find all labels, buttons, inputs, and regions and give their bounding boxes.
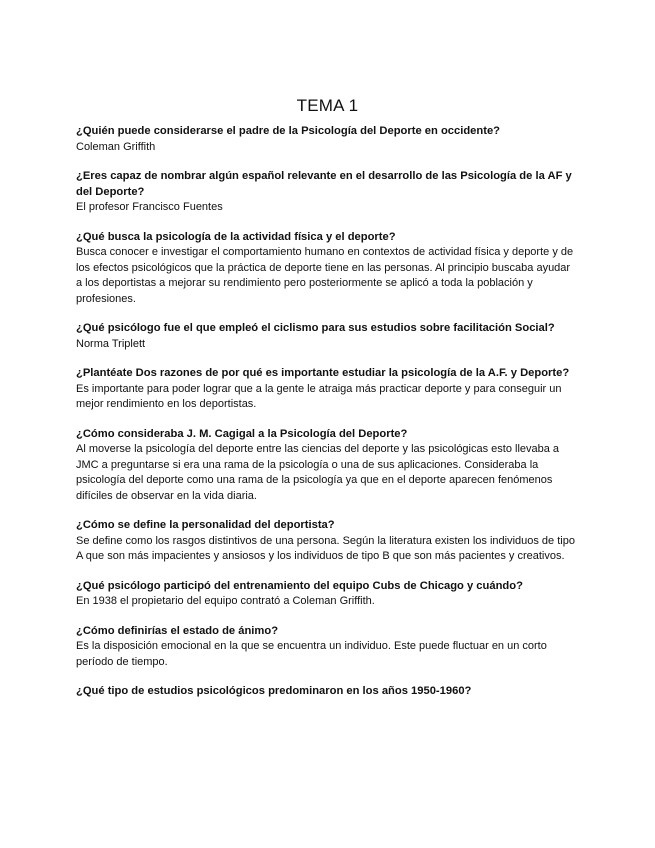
answer-text: Se define como los rasgos distintivos de una persona. Según la literatura existen los individuos de tipo A que son más impacientes y ansiosos y los individuos de tipo B que son más pacientes y creativos. xyxy=(76,534,575,562)
qa-list xyxy=(76,124,576,714)
question-text: ¿Qué busca la psicología de la actividad física y el deporte? xyxy=(76,230,396,243)
answer-text: Busca conocer e investigar el comportamiento humano en contextos de actividad física y deporte y de los efectos psicológicos que la práctica de deporte tiene en las personas. Al principio buscaba ayudar a los deportistas a mejorar su rendimiento pero posteriormente se aplicó a toda la población y profesiones. xyxy=(76,246,574,305)
answer-text: Es importante para poder lograr que a la gente le atraiga más practicar deporte y para conseguir un mejor rendimiento en los deportistas. xyxy=(76,382,562,410)
answer-text: Al moverse la psicología del deporte entre las ciencias del deporte y las psicológicas esto llevaba a JMC a preguntarse si era una rama de la psicología o una de sus aplicaciones. Consideraba la psicología del deporte como una rama de la psicología ya que en el deporte aparecen fenómenos difíciles de observar en la vida diaria. xyxy=(76,443,560,502)
qa-item xyxy=(76,518,576,565)
answer-text: En 1938 el propietario del equipo contrató a Coleman Griffith. xyxy=(76,595,375,607)
qa-item xyxy=(76,684,576,700)
page-title: TEMA 1 xyxy=(296,96,359,115)
qa-item xyxy=(76,124,576,155)
qa-item xyxy=(76,427,576,505)
question-text: ¿Qué tipo de estudios psicológicos predominaron en los años 1950-1960? xyxy=(76,685,472,697)
qa-item xyxy=(76,169,576,216)
question-text: ¿Quién puede considerarse el padre de la Psicología del Deporte en occidente? xyxy=(76,125,500,137)
answer-text: Norma Triplett xyxy=(76,337,146,350)
qa-item xyxy=(76,624,576,671)
question-text: ¿Cómo se define la personalidad del deportista? xyxy=(76,519,335,531)
qa-item xyxy=(76,579,576,610)
qa-item xyxy=(76,366,576,413)
answer-text: Es la disposición emocional en la que se encuentra un individuo. Este puede fluctuar en un corto período de tiempo. xyxy=(76,640,547,668)
answer-text: Coleman Griffith xyxy=(76,140,156,153)
question-text: ¿Plantéate Dos razones de por qué es importante estudiar la psicología de la A.F. y Deporte? xyxy=(76,367,570,379)
qa-item xyxy=(76,321,576,352)
answer-text: El profesor Francisco Fuentes xyxy=(76,201,223,213)
question-text: ¿Qué psicólogo fue el que empleó el ciclismo para sus estudios sobre facilitación Social? xyxy=(76,322,555,334)
question-text: ¿Cómo consideraba J. M. Cagigal a la Psicología del Deporte? xyxy=(76,427,408,440)
question-text: ¿Cómo definirías el estado de ánimo? xyxy=(76,624,279,637)
question-text: ¿Eres capaz de nombrar algún español relevante en el desarrollo de las Psicología de la AF y del Deporte? xyxy=(76,170,572,198)
question-text: ¿Qué psicólogo participó del entrenamiento del equipo Cubs de Chicago y cuándo? xyxy=(76,579,523,592)
qa-item xyxy=(76,230,576,308)
